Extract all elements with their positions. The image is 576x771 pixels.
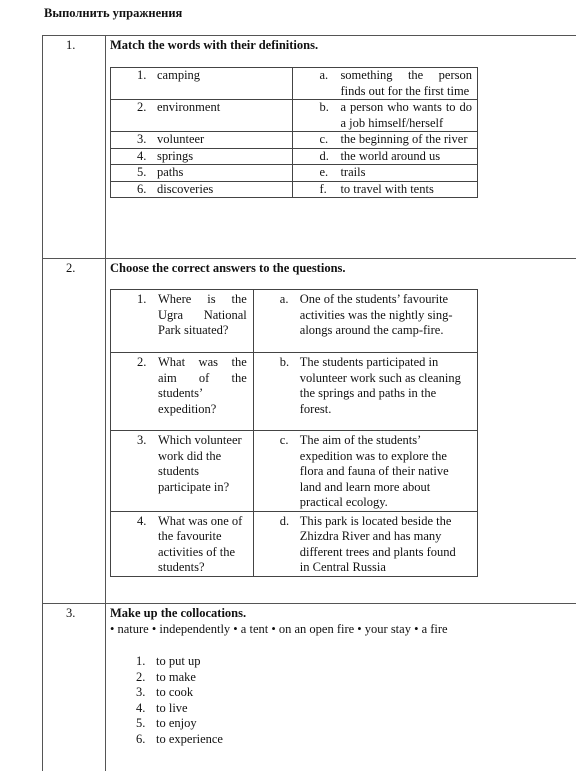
exercise-heading-1: Match the words with their definitions. <box>110 38 319 52</box>
item-number: 6. <box>136 732 146 746</box>
list-item <box>136 654 200 669</box>
item-text: to enjoy <box>156 716 197 730</box>
answer-text: One of the students’ favourite activities was the nightly sing-alongs around the camp-fire. <box>299 292 453 337</box>
table-row <box>111 181 478 198</box>
right-definition: trails <box>340 165 366 179</box>
list-item <box>136 685 193 700</box>
item-text: to live <box>156 701 188 715</box>
table-row <box>111 132 478 149</box>
row-divider-1 <box>42 258 576 259</box>
right-letter: a. <box>319 68 329 82</box>
answer-text: The aim of the students’ expedition was to explore the flora and fauna of their native land and learn more about practical ecology. <box>299 433 449 509</box>
right-letter: c. <box>319 132 329 146</box>
exercise-heading-3: Make up the collocations. <box>110 606 247 620</box>
question-number: 4. <box>137 513 147 528</box>
qa-table <box>110 289 478 577</box>
match-table <box>110 67 478 198</box>
list-item <box>136 670 196 685</box>
answer-text: This park is located beside the Zhizdra River and has many different trees and plants found in Central Russia <box>299 513 456 574</box>
right-definition: the world around us <box>340 148 441 163</box>
exercise-number-3: 3. <box>66 606 76 620</box>
item-number: 4. <box>136 701 146 715</box>
left-number: 6. <box>137 181 147 196</box>
left-number: 3. <box>137 132 147 146</box>
question-number: 3. <box>137 433 147 447</box>
table-row <box>111 100 478 132</box>
table-row <box>111 148 478 165</box>
right-letter: f. <box>319 181 327 196</box>
question-text: What was the aim of the students’ expedition? <box>158 355 247 416</box>
answer-letter: d. <box>279 513 290 528</box>
item-number: 2. <box>136 670 146 684</box>
item-text: to cook <box>156 685 194 699</box>
left-word: paths <box>157 165 184 179</box>
answer-letter: b. <box>279 355 290 369</box>
column-divider <box>105 35 106 771</box>
answer-letter: c. <box>279 433 289 447</box>
table-row <box>111 290 478 353</box>
item-number: 3. <box>136 685 146 699</box>
right-letter: b. <box>319 100 329 114</box>
item-text: to make <box>156 670 196 684</box>
row-divider-2 <box>42 603 576 604</box>
exercise-number-1: 1. <box>66 38 76 52</box>
left-number: 2. <box>137 100 147 114</box>
item-text: to put up <box>156 654 201 668</box>
right-letter: d. <box>319 148 329 163</box>
exercise-heading-2: Choose the correct answers to the questions. <box>110 261 346 275</box>
answer-letter: a. <box>279 292 289 306</box>
right-definition: to travel with tents <box>340 181 434 196</box>
question-number: 1. <box>137 292 147 306</box>
question-text: Which volunteer work did the students participate in? <box>158 433 242 494</box>
list-item <box>136 701 188 716</box>
word-bank: • nature • independently • a tent • on an open fire • your stay • a fire <box>110 622 448 636</box>
item-number: 5. <box>136 716 146 730</box>
right-definition: something the person finds out for the first time <box>340 68 472 98</box>
question-text: What was one of the favourite activities of the students? <box>158 513 243 574</box>
left-number: 1. <box>137 68 147 82</box>
left-number: 4. <box>137 148 147 163</box>
item-number: 1. <box>136 654 146 668</box>
table-row <box>111 511 478 576</box>
table-row <box>111 431 478 512</box>
table-row <box>111 353 478 431</box>
table-row <box>111 165 478 182</box>
item-text: to experience <box>156 732 223 746</box>
exercise-number-2: 2. <box>66 261 76 275</box>
table-row <box>111 68 478 100</box>
left-word: springs <box>157 148 194 163</box>
left-number: 5. <box>137 165 147 179</box>
left-word: discoveries <box>157 181 214 196</box>
left-word: environment <box>157 100 221 114</box>
outer-left-border <box>42 35 43 771</box>
list-item <box>136 732 223 747</box>
answer-text: The students participated in volunteer work such as cleaning the springs and paths in the forest. <box>299 355 461 416</box>
right-definition: a person who wants to do a job himself/herself <box>340 100 472 130</box>
left-word: volunteer <box>157 132 205 146</box>
list-item <box>136 716 197 731</box>
left-word: camping <box>157 68 201 82</box>
page-title: Выполнить упражнения <box>44 6 183 20</box>
question-text: Where is the Ugra National Park situated? <box>158 292 247 337</box>
question-number: 2. <box>137 355 147 369</box>
right-definition: the beginning of the river <box>340 132 468 146</box>
outer-top-border <box>42 35 576 36</box>
right-letter: e. <box>319 165 329 179</box>
